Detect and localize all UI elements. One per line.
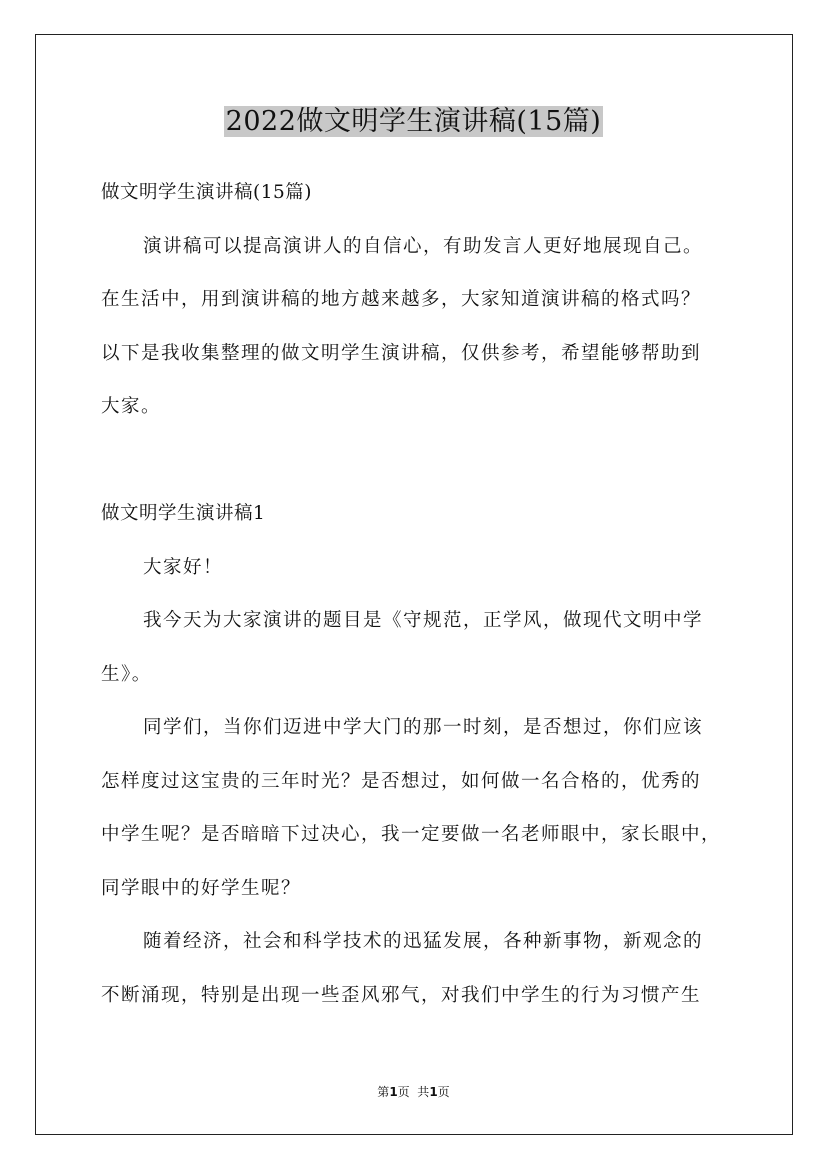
document-title-text: 2022做文明学生演讲稿(15篇) — [225, 106, 602, 137]
footer-suffix: 页 — [437, 1085, 450, 1099]
document-title — [0, 100, 827, 144]
paragraph-line: 怎样度过这宝贵的三年时光？是否想过，如何做一名合格的，优秀的 — [101, 770, 702, 792]
document-body — [101, 166, 741, 1022]
paragraph-line: 生》。 — [101, 663, 152, 685]
paragraph-line: 同学眼中的好学生呢？ — [101, 877, 302, 899]
footer-mid: 页 共 — [397, 1085, 430, 1099]
section-heading: 做文明学生演讲稿1 — [101, 503, 266, 524]
intro-line: 在生活中，用到演讲稿的地方越来越多，大家知道演讲稿的格式吗？ — [101, 289, 702, 310]
subtitle: 做文明学生演讲稿(15篇) — [101, 182, 312, 203]
page-footer — [0, 1082, 827, 1102]
footer-prefix: 第 — [377, 1085, 390, 1099]
paragraph-line: 不断涌现，特别是出现一些歪风邪气，对我们中学生的行为习惯产生 — [101, 984, 702, 1006]
footer-total-pages: 1 — [429, 1085, 438, 1099]
greeting: 大家好！ — [143, 556, 224, 578]
intro-line: 以下是我收集整理的做文明学生演讲稿，仅供参考，希望能够帮助到 — [101, 342, 702, 364]
footer-page-number: 1 — [389, 1085, 398, 1099]
intro-line: 演讲稿可以提高演讲人的自信心，有助发言人更好地展现自己。 — [143, 235, 704, 257]
intro-line: 大家。 — [101, 396, 162, 417]
paragraph-line: 中学生呢？是否暗暗下过决心，我一定要做一名老师眼中，家长眼中， — [101, 824, 722, 845]
paragraph-line: 我今天为大家演讲的题目是《守规范，正学风，做现代文明中学 — [143, 610, 704, 631]
paragraph-line: 随着经济，社会和科学技术的迅猛发展，各种新事物，新观念的 — [143, 931, 704, 952]
blank-line — [101, 434, 741, 488]
paragraph-line: 同学们，当你们迈进中学大门的那一时刻，是否想过，你们应该 — [143, 717, 704, 738]
